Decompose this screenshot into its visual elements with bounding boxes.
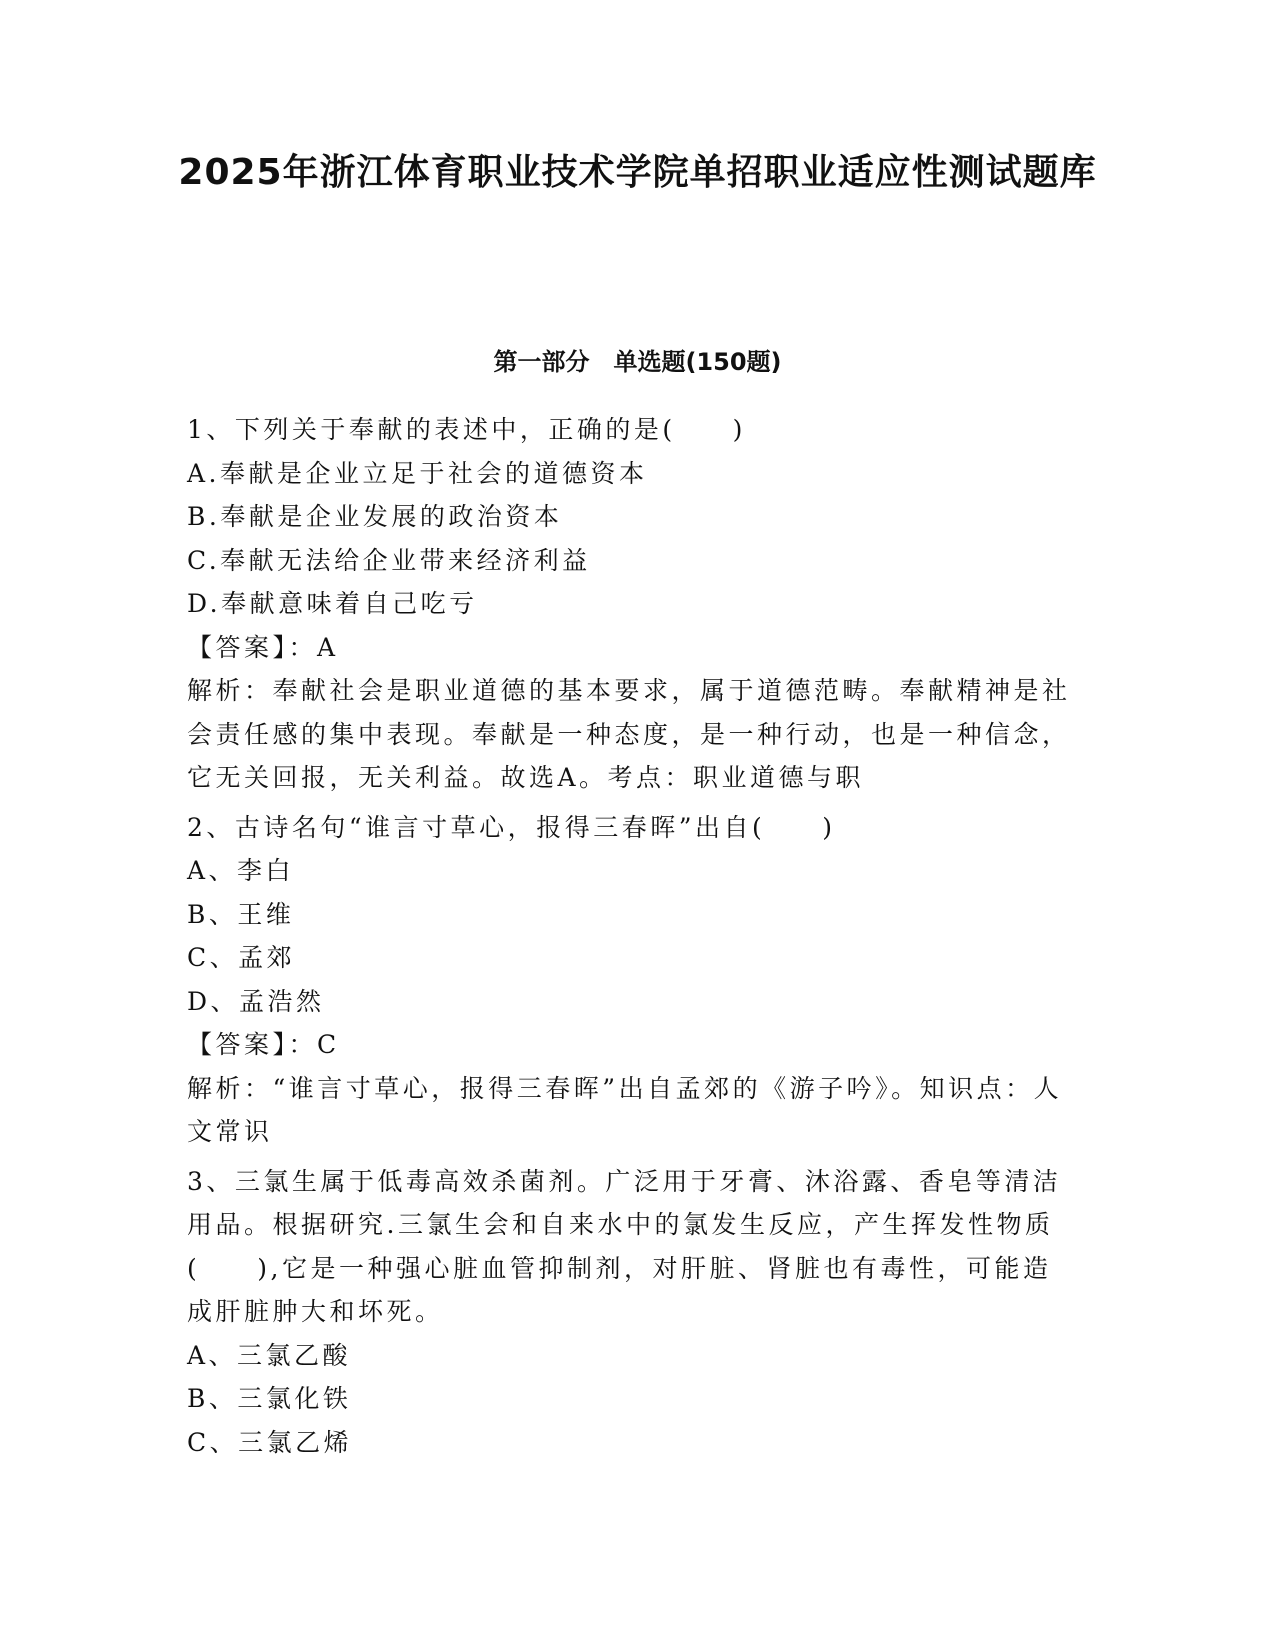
analysis-text: 解析：奉献社会是职业道德的基本要求，属于道德范畴。奉献精神是社会责任感的集中表现。奉献是一种态度，是一种行动，也是一种信念，它无关回报，无关利益。故选A。考点：职业道德与职: [187, 676, 1071, 792]
question-1: [187, 408, 1077, 800]
option-c: C、三氯乙烯: [187, 1427, 353, 1457]
option-b: B.奉献是企业发展的政治资本: [187, 502, 563, 531]
option-a: A、三氯乙酸: [187, 1340, 352, 1370]
question-stem: 3、三氯生属于低毒高效杀菌剂。广泛用于牙膏、沐浴露、香皂等清洁用品。根据研究.三氯生会和自来水中的氯发生反应，产生挥发性物质( ),它是一种强心脏血管抑制剂，对肝脏、肾脏也有毒性，可能造成肝脏肿大和坏死。: [187, 1166, 1062, 1326]
option-a: A、李白: [187, 856, 295, 885]
option-b: B、三氯化铁: [187, 1384, 352, 1413]
document-title: 2025年浙江体育职业技术学院单招职业适应性测试题库: [178, 152, 1097, 193]
answer-label: 【答案】：A: [187, 632, 339, 662]
option-d: D.奉献意味着自己吃亏: [187, 589, 478, 618]
option-c: C、孟郊: [187, 943, 296, 972]
question-2: [187, 806, 1077, 1154]
question-stem: 2、古诗名句“谁言寸草心，报得三春晖”出自( ): [187, 812, 836, 842]
question-stem: 1、下列关于奉献的表述中，正确的是( ): [187, 415, 746, 444]
section-title: 第一部分 单选题(150题): [493, 348, 782, 376]
option-d: D、孟浩然: [187, 986, 325, 1016]
question-3: [187, 1160, 1077, 1465]
answer-label: 【答案】：C: [187, 1030, 340, 1059]
analysis-text: 解析：“谁言寸草心，报得三春晖”出自孟郊的《游子吟》。知识点：人文常识: [187, 1073, 1063, 1146]
option-b: B、王维: [187, 899, 295, 929]
option-c: C.奉献无法给企业带来经济利益: [187, 545, 591, 575]
question-list: [187, 408, 1077, 1470]
option-a: A.奉献是企业立足于社会的道德资本: [187, 458, 648, 488]
